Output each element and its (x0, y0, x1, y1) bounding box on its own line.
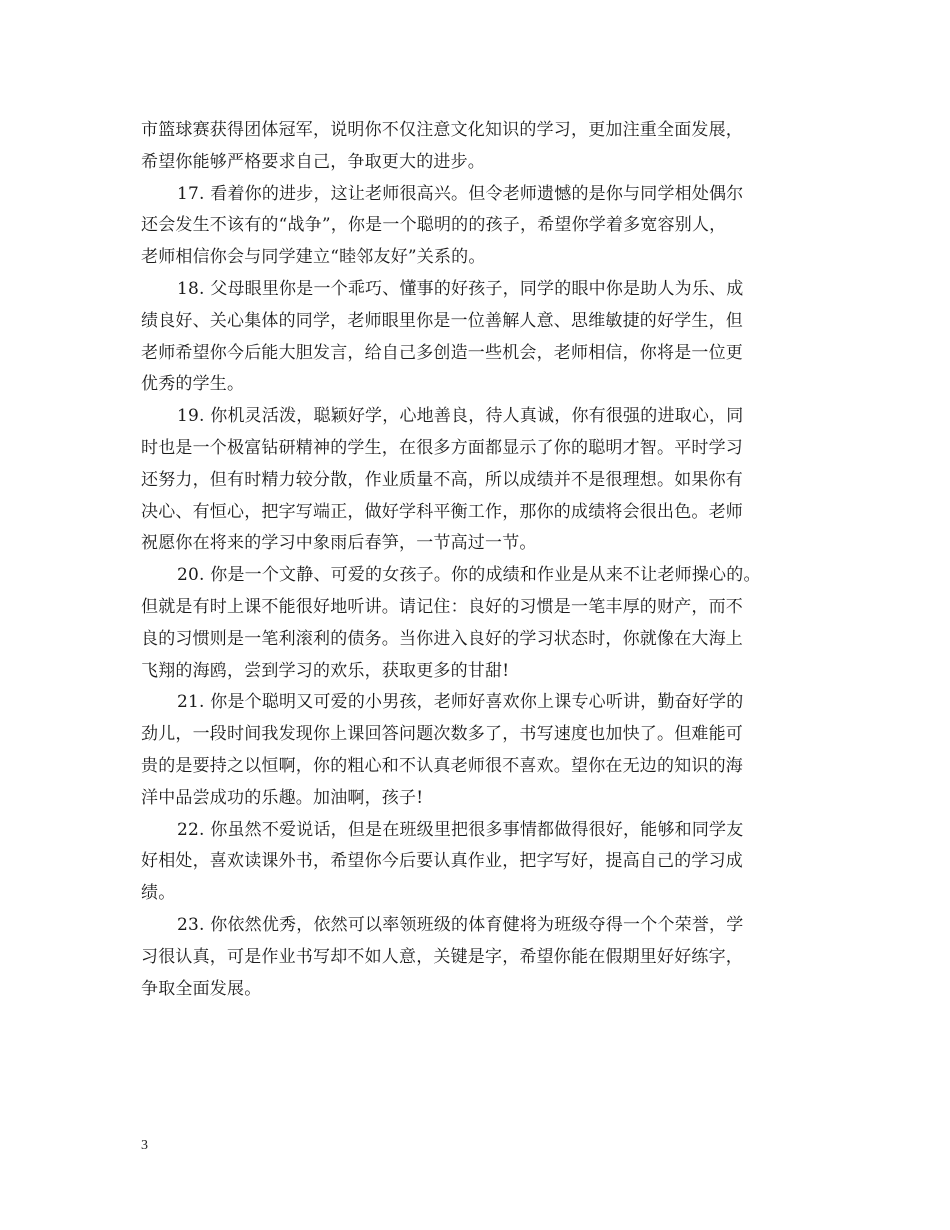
text-line: 21. 你是个聪明又可爱的小男孩，老师好喜欢你上课专心听讲，勤奋好学的 (177, 692, 744, 713)
paragraph-17 (141, 179, 821, 274)
text-line: 17. 看着你的进步，这让老师很高兴。但令老师遗憾的是你与同学相处偶尔 (177, 183, 744, 204)
text-line: 良的习惯则是一笔利滚利的债务。当你进入良好的学习状态时，你就像在大海上 (141, 628, 743, 649)
text-line: 优秀的学生。 (141, 374, 245, 395)
paragraph-18 (141, 274, 821, 401)
text-line: 贵的是要持之以恒啊，你的粗心和不认真老师很不喜欢。望你在无边的知识的海 (141, 755, 743, 776)
paragraph-20 (141, 560, 821, 687)
text-line: 争取全面发展。 (141, 978, 262, 999)
text-line: 还努力，但有时精力较分散，作业质量不高，所以成绩并不是很理想。如果你有 (141, 469, 743, 490)
text-line: 劲儿，一段时间我发现你上课回答问题次数多了，书写速度也加快了。但难能可 (141, 724, 743, 745)
text-line: 好相处，喜欢读课外书，希望你今后要认真作业，把字写好，提高自己的学习成 (141, 851, 743, 872)
text-line: 时也是一个极富钻研精神的学生，在很多方面都显示了你的聪明才智。平时学习 (141, 437, 743, 458)
paragraph-continuation (141, 115, 821, 179)
text-line: 习很认真，可是作业书写却不如人意，关键是字，希望你能在假期里好好练字， (141, 946, 743, 967)
text-line: 22. 你虽然不爱说话，但是在班级里把很多事情都做得很好，能够和同学友 (177, 819, 744, 840)
paragraph-22 (141, 815, 821, 910)
text-line: 还会发生不该有的“战争”，你是一个聪明的的孩子，希望你学着多宽容别人， (141, 215, 727, 236)
text-line: 20. 你是一个文静、可爱的女孩子。你的成绩和作业是从来不让老师操心的。 (177, 565, 761, 586)
text-line: 洋中品尝成功的乐趣。加油啊，孩子! (141, 787, 424, 808)
document-body (141, 115, 821, 1005)
text-line: 老师相信你会与同学建立“睦邻友好”关系的。 (141, 247, 486, 268)
text-line: 祝愿你在将来的学习中象雨后春笋，一节高过一节。 (141, 533, 537, 554)
text-line: 但就是有时上课不能很好地听讲。请记住：良好的习惯是一笔丰厚的财产，而不 (141, 596, 743, 617)
text-line: 绩。 (141, 883, 176, 904)
text-line: 希望你能够严格要求自己，争取更大的进步。 (141, 151, 485, 172)
paragraph-21 (141, 687, 821, 814)
paragraph-19 (141, 401, 821, 560)
text-line: 决心、有恒心，把字写端正，做好学科平衡工作，那你的成绩将会很出色。老师 (141, 501, 743, 522)
page-number: 3 (141, 1138, 148, 1153)
text-line: 老师希望你今后能大胆发言，给自己多创造一些机会，老师相信，你将是一位更 (141, 342, 743, 363)
text-line: 飞翔的海鸥，尝到学习的欢乐，获取更多的甘甜! (141, 660, 510, 681)
text-line: 19. 你机灵活泼，聪颖好学，心地善良，待人真诚，你有很强的进取心，同 (177, 406, 744, 427)
text-line: 绩良好、关心集体的同学，老师眼里你是一位善解人意、思维敏捷的好学生，但 (141, 310, 743, 331)
text-line: 市篮球赛获得团体冠军，说明你不仅注意文化知识的学习，更加注重全面发展， (141, 120, 743, 140)
text-line: 23. 你依然优秀，依然可以率领班级的体育健将为班级夺得一个个荣誉，学 (177, 914, 744, 935)
paragraph-23 (141, 910, 821, 1005)
text-line: 18. 父母眼里你是一个乖巧、懂事的好孩子，同学的眼中你是助人为乐、成 (177, 278, 744, 299)
